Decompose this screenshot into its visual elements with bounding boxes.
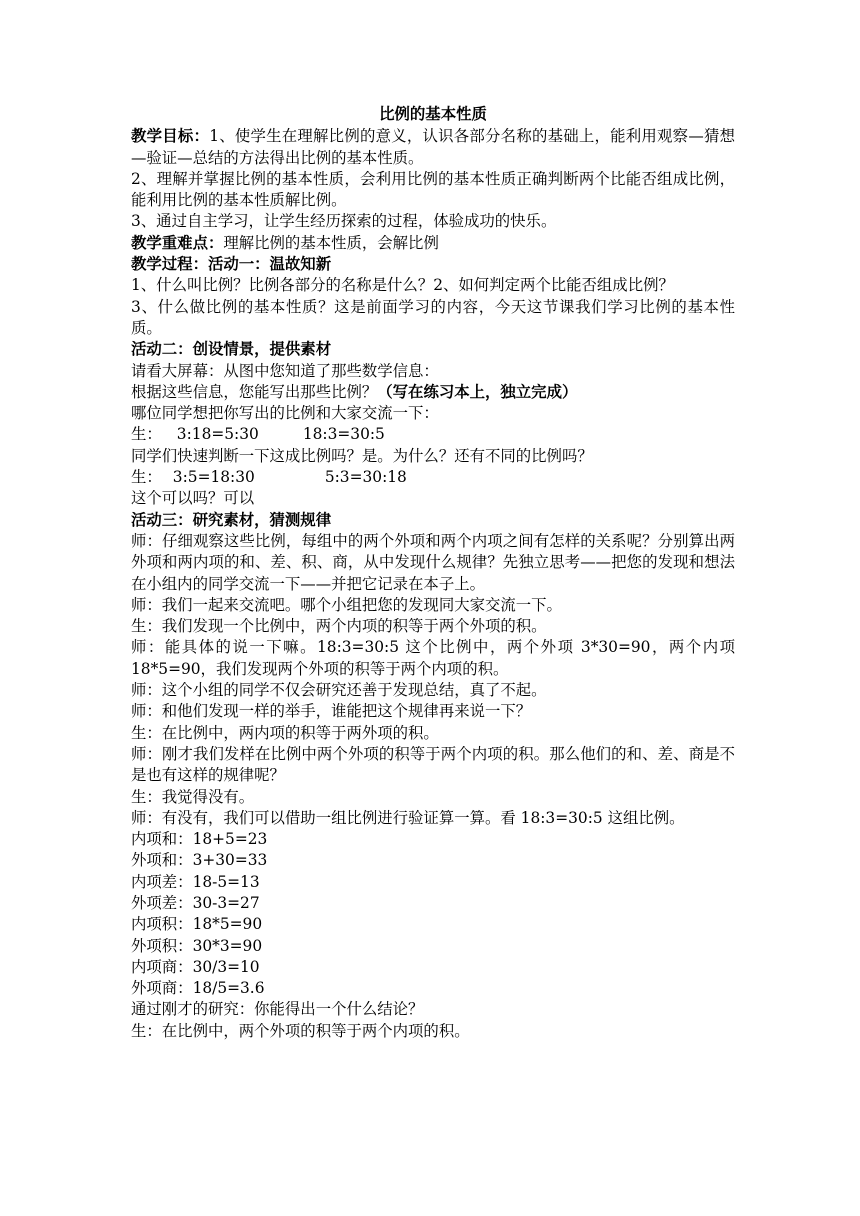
calc-line: 内项商：30/3=10 (131, 957, 260, 976)
calc-line: 外项商：18/5=3.6 (131, 979, 265, 998)
dialogue-line: 师：能具体的说一下嘛。18:3=30:5 这个比例中，两个外项 3*30=90，两个内项 18*5=90，我们发现两个外项的积等于两个内项的积。 (131, 638, 735, 678)
key-label: 教学重难点： (131, 233, 224, 252)
conclusion-answer: 生：在比例中，两个外项的积等于两个内项的积。 (131, 1021, 470, 1040)
calc-line: 内项差：18-5=13 (131, 872, 260, 891)
activity-3-heading: 活动三：研究素材，猜测规律 (131, 510, 332, 529)
activity-2-heading: 活动二：创设情景，提供素材 (131, 340, 332, 359)
process-heading: 教学过程：活动一：温故知新 (131, 255, 332, 274)
activity-2-line-2-text: 根据这些信息，您能写出那些比例？ (131, 382, 378, 401)
dialogue-line: 生：在比例中，两内项的积等于两外项的积。 (131, 723, 439, 742)
calc-line: 外项差：30-3=27 (131, 893, 260, 912)
student-label: 生： (131, 425, 162, 444)
key-text: 理解比例的基本性质，会解比例 (223, 233, 439, 252)
review-line-1: 1、什么叫比例？比例各部分的名称是什么？2、如何判定两个比能否组成比例？ (131, 276, 674, 295)
teaching-goal-1 (131, 126, 735, 169)
dialogue-line: 师：有没有，我们可以借助一组比例进行验证算一算。看 18:3=30:5 这组比例。 (131, 808, 685, 827)
document-title: 比例的基本性质 (379, 105, 487, 123)
dialogue-line: 师：这个小组的同学不仅会研究还善于发现总结，真了不起。 (131, 681, 547, 700)
goal-text-1: 1、使学生在理解比例的意义，认识各部分名称的基础上，能利用观察—猜想—验证—总结的方法得出比例的基本性质。 (131, 127, 735, 167)
student-answer-1 (131, 424, 735, 445)
activity-2-line-3: 哪位同学想把你写出的比例和大家交流一下： (131, 404, 439, 423)
student-answer-2 (131, 467, 735, 488)
calc-line: 内项积：18*5=90 (131, 915, 263, 934)
teaching-goal-2: 2、理解并掌握比例的基本性质，会利用比例的基本性质正确判断两个比能否组成比例，能利用比例的基本性质解比例。 (131, 169, 735, 210)
goal-label: 教学目标： (131, 127, 210, 146)
activity-2-line-2-bold: （写在练习本上，独立完成） (377, 382, 578, 401)
dialogue-line: 生：我觉得没有。 (131, 787, 255, 806)
calc-line: 外项积：30*3=90 (131, 936, 263, 955)
ratio-2b: 5:3=30:18 (324, 468, 407, 487)
ratio-2a: 3:5=18:30 (172, 468, 255, 487)
dialogue-line: 师：和他们发现一样的举手，谁能把这个规律再来说一下？ (131, 702, 532, 721)
ratio-1a: 3:18=5:30 (176, 425, 259, 444)
dialogue-line: 师：仔细观察这些比例，每组中的两个外项和两个内项之间有怎样的关系呢？分别算出两外项和两内项的和、差、积、商，从中发现什么规律？先独立思考——把您的发现和想法在小组内的同学交流一下——并把它记录在本子上。 (131, 531, 735, 593)
dialogue-line: 师：刚才我们发样在比例中两个外项的积等于两个内项的积。那么他们的和、差、商是不是也有这样的规律呢？ (131, 744, 735, 785)
key-points (131, 233, 735, 254)
conclusion-question: 通过刚才的研究：你能得出一个什么结论？ (131, 1000, 424, 1019)
calc-line: 外项和：3+30=33 (131, 851, 268, 870)
dialogue-line: 生：我们发现一个比例中，两个内项的积等于两个外项的积。 (131, 617, 547, 636)
activity-2-line-1: 请看大屏幕：从图中您知道了那些数学信息： (131, 361, 439, 380)
teaching-goal-3: 3、通过自主学习，让学生经历探索的过程，体验成功的快乐。 (131, 212, 557, 231)
activity-2-line-4: 同学们快速判断一下这成比例吗？是。为什么？还有不同的比例吗？ (131, 446, 593, 465)
activity-2-line-5: 这个可以吗？可以 (131, 489, 255, 508)
student-label: 生： (131, 468, 162, 487)
dialogue-line: 师：我们一起来交流吧。哪个小组把您的发现同大家交流一下。 (131, 595, 562, 614)
review-line-2: 3、什么做比例的基本性质？这是前面学习的内容，今天这节课我们学习比例的基本性质。 (131, 297, 735, 337)
calc-line: 内项和：18+5=23 (131, 830, 268, 849)
ratio-1b: 18:3=30:5 (302, 425, 385, 444)
activity-2-line-2 (131, 382, 735, 403)
